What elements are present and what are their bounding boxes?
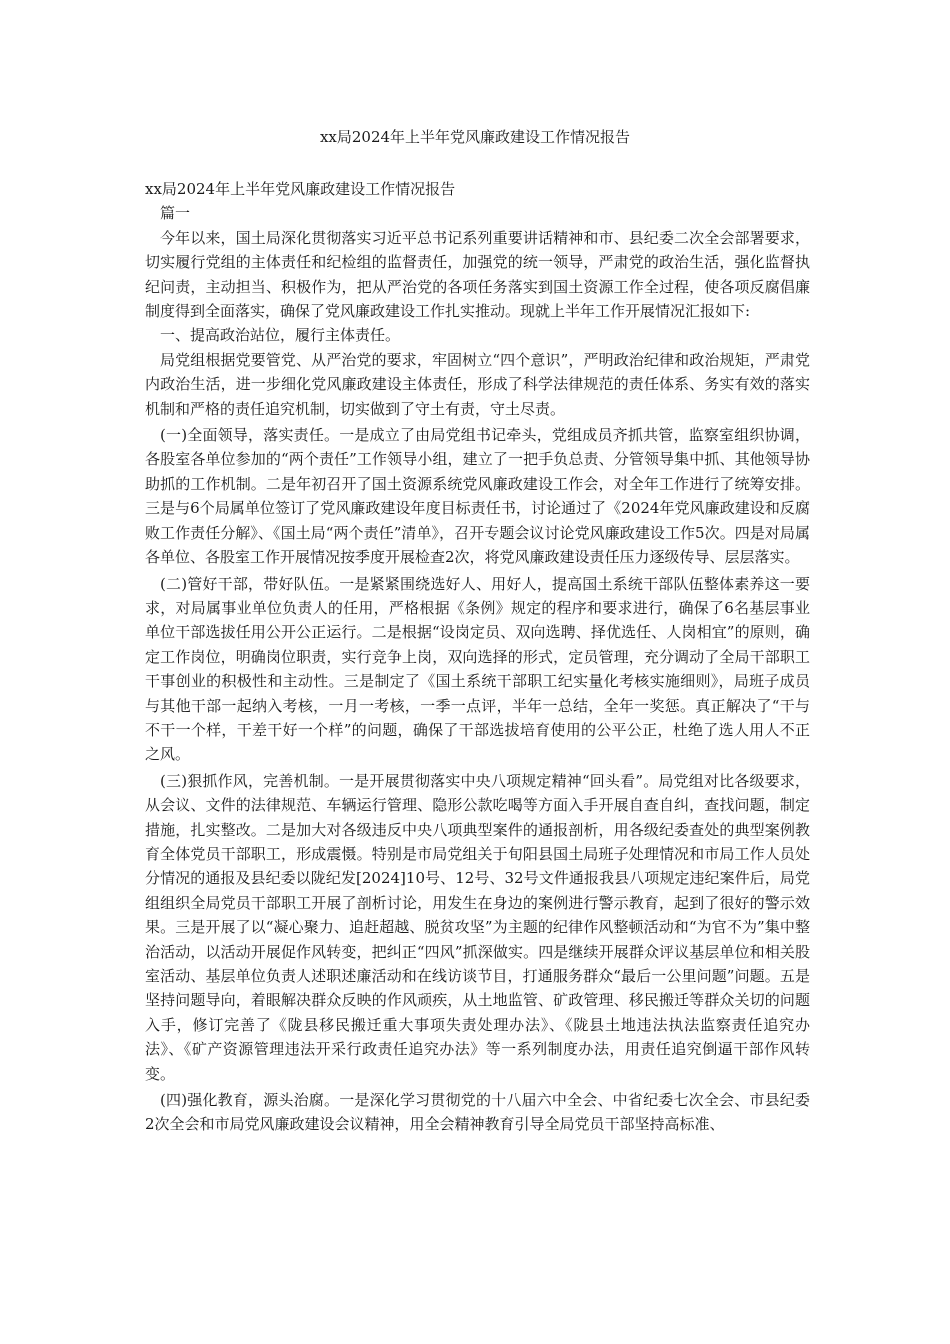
paragraph-work-style: (三)狠抓作风，完善机制。一是开展贯彻落实中央八项规定精神“回头看”。局党组对比各级要求，从会议、文件的法律规范、车辆运行管理、隐形公款吃喝等方面入手开展自查自纠，查找问题，制定措施，扎实整改。二是加大对各级违反中央八项典型案件的通报剖析，用各级纪委查处的典型案例教育全体党员干部职工，形成震慑。特别是市局党组关于旬阳县国土局班子处理情况和市局工作人员处分情况的通报及县纪委以陇纪发[2024]10号、12号、32号文件通报我县八项规定违纪案件后，局党组组织全局党员干部职工开展了剖析讨论，用发生在身边的案例进行警示教育，起到了很好的警示效果。三是开展了以“凝心聚力、追赶超越、脱贫攻坚”为主题的纪律作风整顿活动和“为官不为”集中整治活动，以活动开展促作风转变，把纠正“四风”抓深做实。四是继续开展群众评议基层单位和相关股室活动、基层单位负责人述职述廉活动和在线访谈节目，打通服务群众“最后一公里问题”问题。五是坚持问题导向，着眼解决群众反映的作风顽疾，从土地监管、矿政管理、移民搬迁等群众关切的问题入手，修订完善了《陇县移民搬迁重大事项失责处理办法》、《陇县土地违法执法监察责任追究办法》、《矿产资源管理违法开采行政责任追究办法》等一系列制度办法，用责任追究倒逼干部作风转变。 [145, 771, 810, 1083]
paragraph-leadership: (一)全面领导，落实责任。一是成立了由局党组书记牵头，党组成员齐抓共管，监察室组织协调，各股室各单位参加的“两个责任”工作领导小组，建立了一把手负总责、分管领导集中抓、其他领导协助抓的工作机制。二是年初召开了国土资源系统党风廉政建设工作会，对全年工作进行了统筹安排。三是与6个局属单位签订了党风廉政建设年度目标责任书，讨论通过了《2024年党风廉政建设和反腐败工作责任分解》、《国土局“两个责任”清单》，召开专题会议讨论党风廉政建设工作5次。四是对局属各单位、各股室工作开展情况按季度开展检查2次，将党风廉政建设责任压力逐级传导、层层落实。 [145, 426, 810, 567]
paragraph-cadres: (二)管好干部，带好队伍。一是紧紧围绕选好人、用好人，提高国土系统干部队伍整体素养这一要求，对局属事业单位负责人的任用，严格根据《条例》规定的程序和要求进行，确保了6名基层事业单位干部选拔任用公开公正运行。二是根据“设岗定员、双向选聘、择优选任、人岗相宜”的原则，确定工作岗位，明确岗位职责，实行竞争上岗，双向选择的形式，定员管理，充分调动了全局干部职工干事创业的积极性和主动性。三是制定了《国土系统干部职工纪实量化考核实施细则》，局班子成员与其他干部一起纳入考核，一月一考核，一季一点评，半年一总结，全年一奖惩。真正解决了“干与不干一个样，干差干好一个样”的问题，确保了干部选拔培育使用的公平公正，杜绝了选人用人不正之风。 [145, 574, 810, 764]
document-subtitle: xx局2024年上半年党风廉政建设工作情况报告 [145, 180, 456, 198]
section-heading-1: 一、提高政治站位，履行主体责任。 [160, 326, 401, 345]
paragraph-party-group: 局党组根据党要管党、从严治党的要求，牢固树立“四个意识”，严明政治纪律和政治规矩，严肃党内政治生活，进一步细化党风廉政建设主体责任，形成了科学法律规范的责任体系、务实有效的落实机制和严格的责任追究机制，切实做到了守土有责，守土尽责。 [145, 350, 810, 418]
document-body [145, 177, 810, 1137]
document-title: xx局2024年上半年党风廉政建设工作情况报告 [319, 128, 631, 146]
section-label: 篇一 [160, 204, 191, 223]
paragraph-education: (四)强化教育，源头治腐。一是深化学习贯彻党的十八届六中全会、中省纪委七次全会、市县纪委2次全会和市局党风廉政建设会议精神，用全会精神教育引导全局党员干部坚持高标准、 [145, 1091, 810, 1134]
paragraph-intro: 今年以来，国土局深化贯彻落实习近平总书记系列重要讲话精神和市、县纪委二次全会部署要求，切实履行党组的主体责任和纪检组的监督责任，加强党的统一领导，严肃党的政治生活，强化监督执纪问责，主动担当、积极作为，把从严治党的各项任务落实到国土资源工作全过程，使各项反腐倡廉制度得到全面落实，确保了党风廉政建设工作扎实推动。现就上半年工作开展情况汇报如下: [145, 228, 810, 321]
